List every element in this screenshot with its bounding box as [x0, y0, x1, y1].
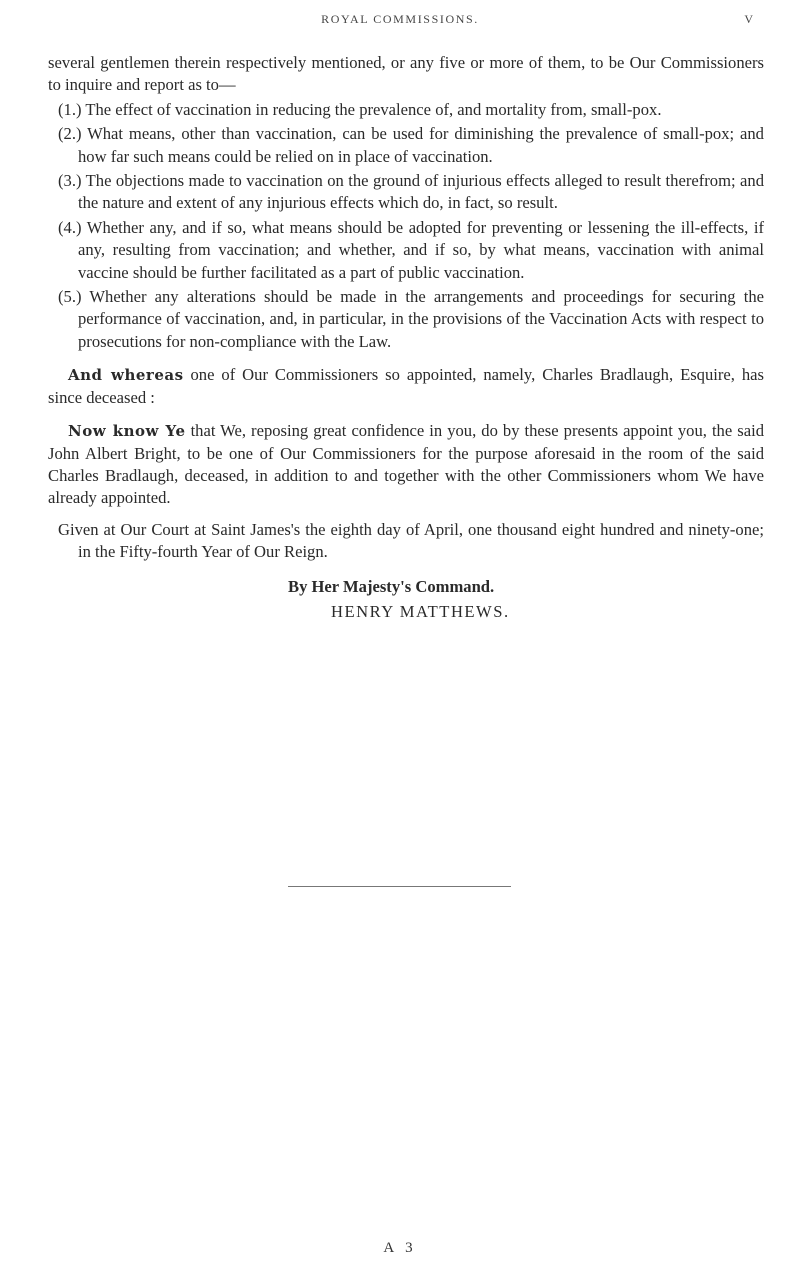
item-label: (5.) [58, 287, 82, 307]
whereas-lead: And whereas [68, 366, 184, 385]
signer-name: HENRY MATTHEWS. [331, 601, 510, 621]
list-item-2 [48, 123, 764, 168]
know-ye-lead: Now know Ye [68, 422, 186, 441]
item-label: (1.) [58, 99, 82, 119]
running-head-title: ROYAL COMMISSIONS. [321, 12, 479, 26]
command-line: By Her Majesty's Command. [288, 576, 495, 596]
divider-rule [288, 886, 511, 887]
item-label: (3.) [58, 171, 82, 191]
item-label: (2.) [58, 124, 82, 144]
page-number: V [744, 12, 753, 26]
whereas-paragraph [48, 364, 764, 409]
list-item-3 [48, 170, 764, 215]
item-label: (4.) [58, 217, 82, 237]
item-text: The effect of vaccination in reducing the prevalence of, and mortality from, small-pox. [85, 99, 662, 119]
document-body [48, 52, 764, 623]
item-text: Whether any, and if so, what means should be adopted for preventing or lessening the ill-effects, if any, resulting from vaccination; and whether, and if so, by what means, vaccination with animal vaccine should be further facilitated as a part of public vaccination. [78, 217, 764, 282]
item-text: What means, other than vaccination, can be used for diminishing the prevalence of small-pox; and how far such means could be relied on in place of vaccination. [78, 124, 764, 166]
item-text: Whether any alterations should be made in the arrangements and proceedings for securing the performance of vaccination, and, in particular, in the provisions of the Vaccination Acts with respect to prosecutions for non-compliance with the Law. [78, 287, 764, 351]
list-item-5 [48, 286, 764, 353]
intro-paragraph: several gentlemen therein respectively mentioned, or any five or more of them, to be Our Commissioners to inquire and report as to— [48, 53, 764, 95]
list-item-4 [48, 217, 764, 284]
item-text: The objections made to vaccination on the ground of injurious effects alleged to result therefrom; and the nature and extent of any injurious effects which do, in fact, so result. [78, 171, 764, 213]
signature-mark: A 3 [383, 1240, 417, 1256]
list-item-1 [48, 99, 764, 121]
whereas-text: one of Our Commissioners so appointed, namely, Charles Bradlaugh, Esquire, has since deceased : [48, 365, 764, 407]
running-head [0, 12, 800, 32]
given-at-paragraph: Given at Our Court at Saint James's the eighth day of April, one thousand eight hundred and ninety-one; in the Fifty-fourth Year of Our Reign. [58, 519, 764, 562]
know-ye-text: that We, reposing great confidence in you, do by these presents appoint you, the said John Albert Bright, to be one of Our Commissioners for the purpose aforesaid in the room of the said Charles Bradlaugh, deceased, in addition to and together with the other Commissioners whom We have already appointed. [48, 421, 764, 508]
know-ye-paragraph [48, 420, 764, 510]
